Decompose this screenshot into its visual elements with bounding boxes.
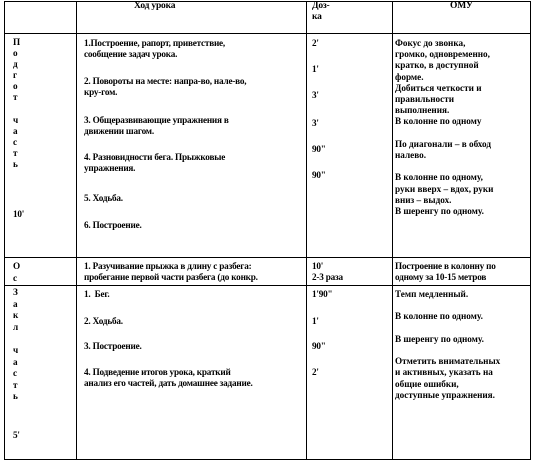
prep-item-1-line: 1.Построение, рапорт, приветствие, xyxy=(84,38,226,48)
prep-item-6-line: 6. Построение. xyxy=(84,220,142,230)
final-item-4-line: 4. Подведение итогов урока, краткий xyxy=(84,367,231,377)
section-prep-omu: Фокус до звонка, громко, одновременно, кратко, в доступной форме. Добиться четкости и правильности выполнения. В колонне по одному По диагонали – в обход налево. В колонне по одному, руки вверх – вдох, руки вниз – выдох. В шеренгу по одному. xyxy=(395,38,494,217)
final-dose-3: 90" xyxy=(312,341,326,351)
header-dose: Доз- xyxy=(312,1,330,11)
section-main-dose: 10' xyxy=(312,261,324,271)
header-dose-2: ка xyxy=(312,12,322,22)
section-final-label: З а к л ч а с т ь xyxy=(13,287,19,402)
section-final-omu: Темп медленный. В колонне по одному. В шеренгу по одному. Отметить внимательных и активных, указать на общие ошибки, доступные упражнения. xyxy=(395,289,501,400)
prep-dose-3: 3' xyxy=(312,90,319,100)
prep-dose-6: 90" xyxy=(312,170,326,180)
prep-dose-1: 2' xyxy=(312,38,319,48)
section-prep-label: П о д г о т ч а с т ь xyxy=(13,37,21,170)
header-omu: ОМУ xyxy=(450,1,473,11)
prep-item-4-line: 4. Разновидности бега. Прыжковые xyxy=(84,152,226,162)
prep-item-2-line: кру-гом. xyxy=(84,87,118,97)
final-dose-1: 1'90" xyxy=(312,289,333,299)
prep-dose-5: 90" xyxy=(312,144,326,154)
final-item-1-line: 1. Бег. xyxy=(84,289,110,299)
final-dose-2: 1' xyxy=(312,316,319,326)
section-main-label: О с xyxy=(13,261,21,283)
final-item-3-line: 3. Построение. xyxy=(84,341,142,351)
prep-item-3-line: движении шагом. xyxy=(84,126,154,136)
final-dose-4: 2' xyxy=(312,367,319,377)
section-final-duration: 5' xyxy=(13,430,20,440)
prep-item-3-line: 3. Общеразвивающие упражнения в xyxy=(84,115,229,125)
section-prep-duration: 10' xyxy=(13,209,25,219)
prep-item-2-line: 2. Повороты на месте: напра-во, нале-во, xyxy=(84,76,247,86)
main-content-line-1: 1. Разучивание прыжка в длину с разбега: xyxy=(84,261,252,271)
section-main-omu-2: одному за 10-15 метров xyxy=(395,272,487,282)
prep-item-4-line: упражнения. xyxy=(84,163,136,173)
final-item-4-line: анализ его частей, дать домашнее задание. xyxy=(84,378,253,388)
prep-item-1-line: сообщение задач урока. xyxy=(84,49,178,59)
prep-dose-2: 1' xyxy=(312,64,319,74)
section-main-dose-2: 2-3 раза xyxy=(312,272,343,282)
section-main-omu: Построение в колонну по xyxy=(395,261,496,271)
prep-dose-4: 3' xyxy=(312,118,319,128)
header-lesson-course: Ход урока xyxy=(134,1,176,11)
main-content-line-2: пробегание первой части разбега (до конкр. xyxy=(84,272,258,282)
prep-item-5-line: 5. Ходьба. xyxy=(84,193,123,203)
final-item-2-line: 2. Ходьба. xyxy=(84,316,123,326)
